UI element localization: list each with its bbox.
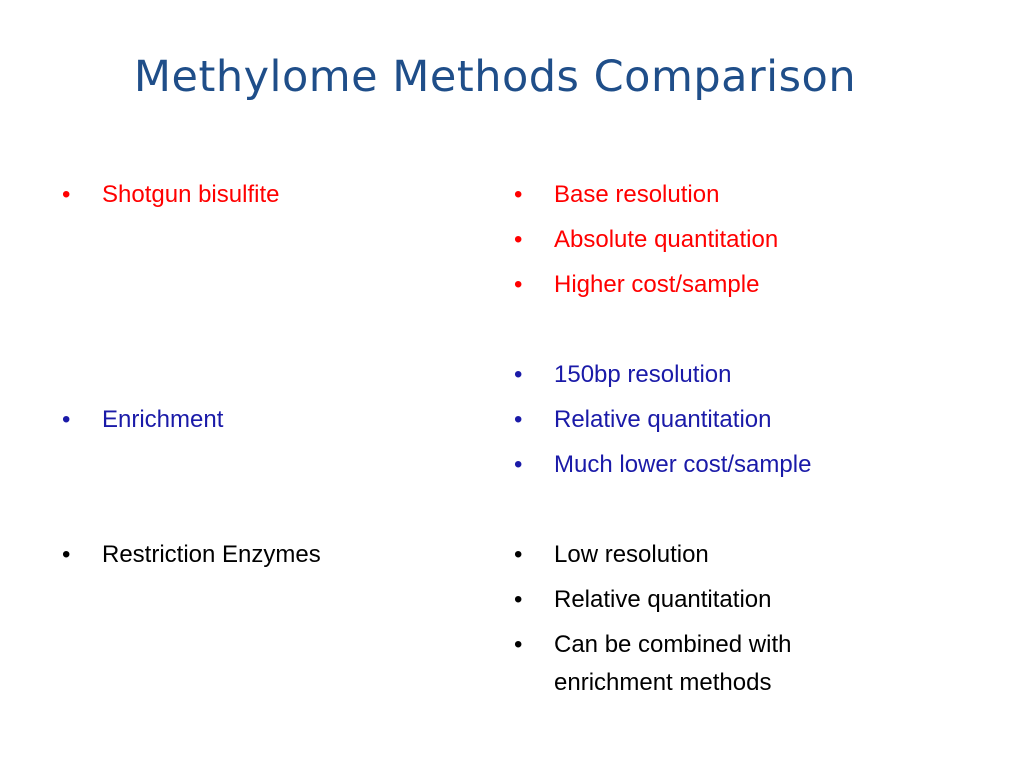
feature-item [514,446,811,484]
feature-label: Can be combined with enrichment methods [554,631,792,696]
feature-item [514,221,778,259]
feature-label: 150bp resolution [554,361,732,388]
feature-label: Low resolution [554,541,709,568]
feature-label: Base resolution [554,181,720,208]
bullet-icon: • [62,406,71,433]
method-item-shotgun [62,176,279,214]
bullet-icon: • [514,586,523,613]
feature-item [514,266,759,304]
method-item-enrichment [62,401,223,439]
bullet-icon: • [514,406,523,433]
feature-label: Relative quantitation [554,586,772,613]
feature-item [514,356,731,394]
bullet-icon: • [514,181,523,208]
bullet-icon: • [62,541,71,568]
feature-label: Much lower cost/sample [554,451,812,478]
feature-item [514,401,771,439]
method-label: Enrichment [102,406,224,433]
bullet-icon: • [514,451,523,478]
bullet-icon: • [514,226,523,253]
feature-label: Absolute quantitation [554,226,779,253]
feature-label: Higher cost/sample [554,271,760,298]
method-label: Shotgun bisulfite [102,181,280,208]
method-label: Restriction Enzymes [102,541,321,568]
feature-item [514,536,709,574]
bullet-icon: • [62,181,71,208]
feature-item [514,581,771,619]
bullet-icon: • [514,541,523,568]
method-item-restriction-enzymes [62,536,321,574]
feature-item [514,626,874,702]
feature-item [514,176,719,214]
bullet-icon: • [514,361,523,388]
feature-label: Relative quantitation [554,406,772,433]
slide-title: Methylome Methods Comparison [133,52,857,102]
bullet-icon: • [514,271,523,298]
bullet-icon: • [514,631,523,658]
